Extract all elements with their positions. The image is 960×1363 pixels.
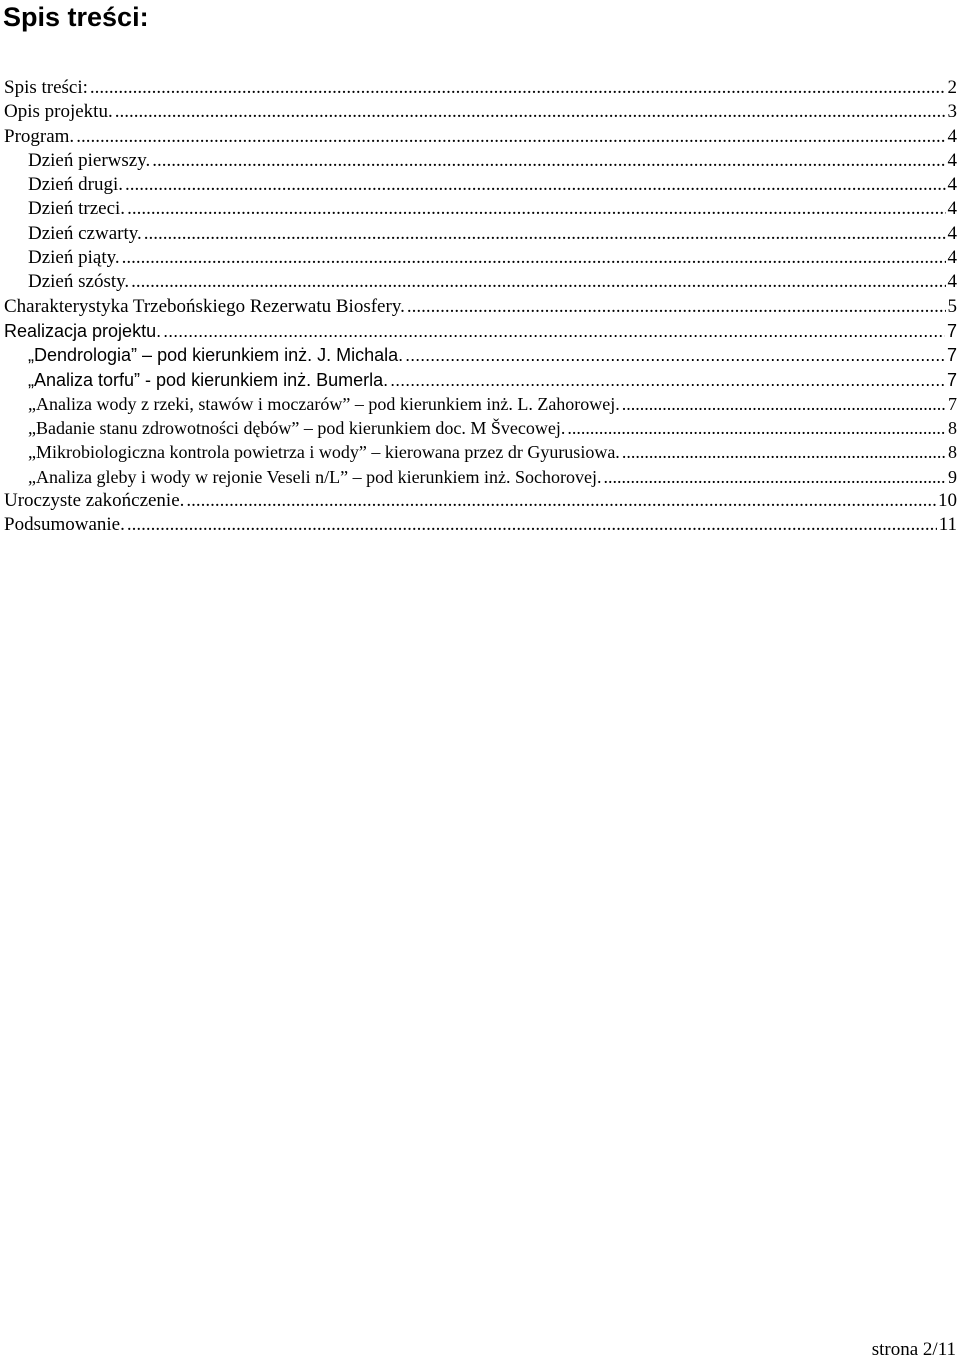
toc-entry-title[interactable]: Uroczyste zakończenie. [4,490,185,512]
toc-entry[interactable] [4,246,957,270]
toc-entry-page-number[interactable]: 2 [947,77,957,98]
dot-leader [122,246,946,270]
dot-leader [127,197,945,221]
toc-entry[interactable] [4,489,957,513]
toc-entry-title[interactable]: „Analiza gleby i wody w rejonie Veseli n/L” – pod kierunkiem inż. Sochorovej. [28,466,602,487]
toc-entry-title[interactable]: „Dendrologia” – pod kierunkiem inż. J. Michala. [28,345,404,366]
toc-entry[interactable] [4,319,957,343]
dot-leader [163,319,945,343]
toc-entry[interactable] [4,270,957,294]
toc-heading: Spis treści: [3,2,149,32]
dot-leader [125,173,946,197]
toc-entry[interactable] [4,173,957,197]
toc-entry-title[interactable]: Dzień trzeci. [28,198,126,220]
toc-entry-page-number[interactable]: 8 [948,442,957,463]
dot-leader [186,489,936,513]
toc-entry-page-number[interactable]: 4 [947,174,957,196]
toc-entry-title[interactable]: Dzień szósty. [28,271,130,293]
dot-leader [152,149,945,173]
dot-leader [115,100,946,124]
dot-leader [90,76,946,100]
dot-leader [567,416,946,440]
toc-entry-title[interactable]: Dzień pierwszy. [28,149,151,171]
toc-entry-title[interactable]: „Mikrobiologiczna kontrola powietrza i wody” – kierowana przez dr Gyurusiowa. [28,442,620,463]
toc-entry[interactable] [4,295,957,319]
toc-entry-page-number[interactable]: 10 [938,490,957,512]
toc-entry-page-number[interactable]: 4 [947,125,957,147]
toc-entry-title[interactable]: „Analiza torfu” - pod kierunkiem inż. Bumerla. [28,369,389,390]
toc-entry-page-number[interactable]: 4 [947,271,957,293]
dot-leader [390,368,945,392]
toc-entry-page-number[interactable]: 4 [947,149,957,171]
toc-entry[interactable] [4,222,957,246]
toc-entry-page-number[interactable]: 9 [948,466,957,487]
toc-entry-title[interactable]: Podsumowanie. [4,514,125,536]
toc-entry[interactable] [4,343,957,367]
dot-leader [76,125,945,149]
toc-entry-page-number[interactable]: 4 [947,198,957,220]
toc-entry-title[interactable]: Charakterystyka Trzebońskiego Rezerwatu Biosfery. [4,295,405,317]
toc-entry-page-number[interactable]: 4 [947,247,957,269]
toc-entry[interactable] [4,100,957,124]
toc-entry[interactable] [4,465,957,489]
dot-leader [407,295,946,319]
dot-leader [405,343,945,367]
toc-entry-page-number[interactable]: 5 [947,295,957,317]
toc-entry-title[interactable]: „Analiza wody z rzeki, stawów i moczarów” – pod kierunkiem inż. L. Zahorowej. [28,393,620,414]
toc-entry-page-number[interactable]: 7 [946,320,957,341]
toc-entry-page-number[interactable]: 7 [946,345,957,366]
toc-entry[interactable] [4,440,957,464]
dot-leader [131,270,945,294]
toc-entry[interactable] [4,125,957,149]
toc-entry-title[interactable]: „Badanie stanu zdrowotności dębów” – pod kierunkiem doc. M Švecowej. [28,418,566,439]
toc-entry-page-number[interactable]: 7 [946,369,957,390]
toc-entry[interactable] [4,416,957,440]
dot-leader [604,465,946,489]
toc-entry[interactable] [4,149,957,173]
dot-leader [622,440,946,464]
dot-leader [622,392,946,416]
toc-entry-title[interactable]: Dzień czwarty. [28,222,142,244]
toc-entry-page-number[interactable]: 8 [948,418,957,439]
toc-entry-title[interactable]: Dzień piąty. [28,247,120,269]
toc-entry[interactable] [4,368,957,392]
toc-entry-title[interactable]: Spis treści: [4,77,88,98]
toc-entry-page-number[interactable]: 3 [947,101,957,123]
toc-entry[interactable] [4,197,957,221]
toc-entry-title[interactable]: Dzień drugi. [28,174,123,196]
toc-entry-page-number[interactable]: 11 [938,514,957,536]
toc-entry[interactable] [4,76,957,100]
page-number-footer: strona 2/11 [871,1339,956,1360]
toc-entry[interactable] [4,392,957,416]
toc-entry-page-number[interactable]: 7 [948,393,957,414]
dot-leader [144,222,946,246]
toc-entry-title[interactable]: Opis projektu. [4,101,113,123]
toc-entry-title[interactable]: Program. [4,125,75,147]
dot-leader [127,513,937,537]
toc-entry-page-number[interactable]: 4 [947,222,957,244]
toc-entry-title[interactable]: Realizacja projektu. [4,320,162,341]
toc-entry[interactable] [4,513,957,537]
table-of-contents [4,76,957,538]
